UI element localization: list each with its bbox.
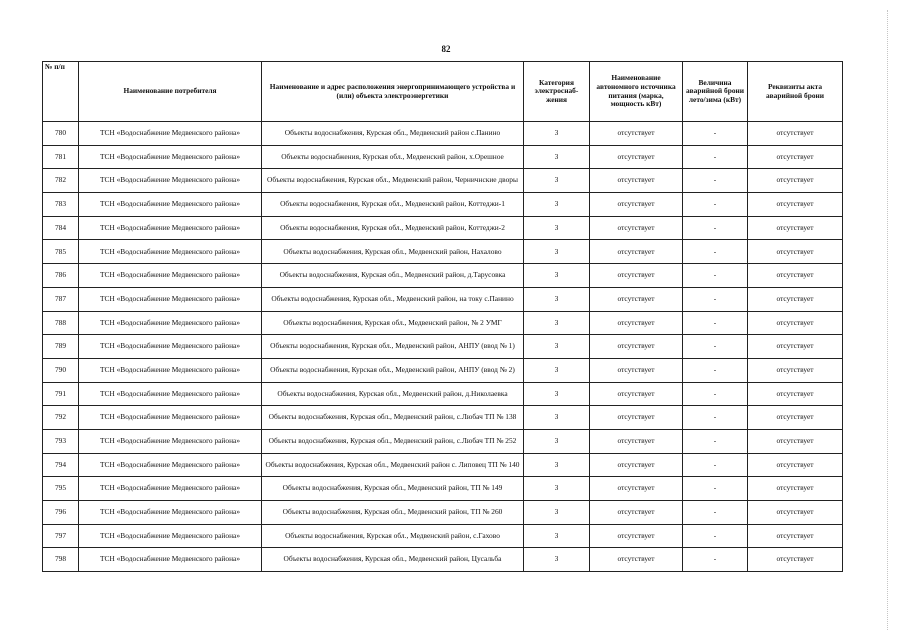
cell-num: 798 xyxy=(43,548,79,572)
cell-consumer: ТСН «Водоснабжение Медвенского района» xyxy=(79,453,262,477)
table-row xyxy=(43,311,843,335)
cell-object: Объекты водоснабжения, Курская обл., Медвенский район, АНПУ (ввод № 1) xyxy=(262,335,524,359)
cell-category: 3 xyxy=(524,453,590,477)
header-object: Наименование и адрес расположения энергопринимающего устройства и (или) объекта электроэнергетики xyxy=(262,62,524,122)
table-row xyxy=(43,193,843,217)
cell-num: 785 xyxy=(43,240,79,264)
cell-act: отсутствует xyxy=(748,382,843,406)
cell-source: отсутствует xyxy=(590,477,683,501)
table-row xyxy=(43,524,843,548)
cell-consumer: ТСН «Водоснабжение Медвенского района» xyxy=(79,169,262,193)
cell-source: отсутствует xyxy=(590,453,683,477)
cell-reserve: - xyxy=(683,524,748,548)
cell-reserve: - xyxy=(683,406,748,430)
cell-category: 3 xyxy=(524,145,590,169)
cell-consumer: ТСН «Водоснабжение Медвенского района» xyxy=(79,264,262,288)
cell-reserve: - xyxy=(683,287,748,311)
cell-consumer: ТСН «Водоснабжение Медвенского района» xyxy=(79,406,262,430)
cell-act: отсутствует xyxy=(748,358,843,382)
cell-source: отсутствует xyxy=(590,193,683,217)
header-consumer: Наименование потребителя xyxy=(79,62,262,122)
cell-act: отсутствует xyxy=(748,122,843,146)
cell-reserve: - xyxy=(683,335,748,359)
cell-act: отсутствует xyxy=(748,477,843,501)
table-row xyxy=(43,264,843,288)
cell-object: Объекты водоснабжения, Курская обл., Медвенский район, ТП № 149 xyxy=(262,477,524,501)
cell-consumer: ТСН «Водоснабжение Медвенского района» xyxy=(79,548,262,572)
cell-reserve: - xyxy=(683,240,748,264)
cell-category: 3 xyxy=(524,501,590,525)
header-act: Реквизиты акта аварийной брони xyxy=(748,62,843,122)
table-row xyxy=(43,169,843,193)
cell-object: Объекты водоснабжения, Курская обл., Медвенский район с.Панино xyxy=(262,122,524,146)
cell-consumer: ТСН «Водоснабжение Медвенского района» xyxy=(79,311,262,335)
cell-reserve: - xyxy=(683,122,748,146)
cell-source: отсутствует xyxy=(590,548,683,572)
cell-act: отсутствует xyxy=(748,453,843,477)
table-row xyxy=(43,477,843,501)
cell-act: отсутствует xyxy=(748,264,843,288)
cell-category: 3 xyxy=(524,240,590,264)
cell-num: 797 xyxy=(43,524,79,548)
cell-consumer: ТСН «Водоснабжение Медвенского района» xyxy=(79,145,262,169)
table-header xyxy=(43,62,843,122)
table-row xyxy=(43,216,843,240)
cell-source: отсутствует xyxy=(590,122,683,146)
cell-reserve: - xyxy=(683,264,748,288)
cell-source: отсутствует xyxy=(590,216,683,240)
table-row xyxy=(43,145,843,169)
page-number: 82 xyxy=(441,44,451,54)
cell-act: отсутствует xyxy=(748,524,843,548)
cell-num: 786 xyxy=(43,264,79,288)
cell-source: отсутствует xyxy=(590,406,683,430)
cell-object: Объекты водоснабжения, Курская обл., Медвенский район, Коттеджи-2 xyxy=(262,216,524,240)
table-row xyxy=(43,501,843,525)
cell-num: 791 xyxy=(43,382,79,406)
cell-reserve: - xyxy=(683,169,748,193)
cell-category: 3 xyxy=(524,548,590,572)
table-row xyxy=(43,240,843,264)
cell-num: 781 xyxy=(43,145,79,169)
header-category: Категория электроснаб-жения xyxy=(524,62,590,122)
cell-consumer: ТСН «Водоснабжение Медвенского района» xyxy=(79,240,262,264)
table-row xyxy=(43,122,843,146)
cell-reserve: - xyxy=(683,358,748,382)
cell-object: Объекты водоснабжения, Курская обл., Медвенский район, с.Любач ТП № 252 xyxy=(262,429,524,453)
cell-reserve: - xyxy=(683,453,748,477)
cell-consumer: ТСН «Водоснабжение Медвенского района» xyxy=(79,501,262,525)
cell-act: отсутствует xyxy=(748,169,843,193)
cell-object: Объекты водоснабжения, Курская обл., Медвенский район, ТП № 260 xyxy=(262,501,524,525)
table-body xyxy=(43,122,843,572)
cell-source: отсутствует xyxy=(590,382,683,406)
cell-reserve: - xyxy=(683,429,748,453)
header-num: № п/п xyxy=(43,62,79,122)
table-row xyxy=(43,358,843,382)
cell-reserve: - xyxy=(683,477,748,501)
cell-source: отсутствует xyxy=(590,169,683,193)
cell-category: 3 xyxy=(524,406,590,430)
cell-source: отсутствует xyxy=(590,287,683,311)
table-row xyxy=(43,287,843,311)
table-row xyxy=(43,453,843,477)
cell-source: отсутствует xyxy=(590,264,683,288)
cell-consumer: ТСН «Водоснабжение Медвенского района» xyxy=(79,335,262,359)
cell-num: 782 xyxy=(43,169,79,193)
cell-category: 3 xyxy=(524,169,590,193)
cell-act: отсутствует xyxy=(748,145,843,169)
cell-num: 789 xyxy=(43,335,79,359)
cell-category: 3 xyxy=(524,335,590,359)
cell-source: отсутствует xyxy=(590,524,683,548)
cell-act: отсутствует xyxy=(748,406,843,430)
cell-act: отсутствует xyxy=(748,548,843,572)
cell-object: Объекты водоснабжения, Курская обл., Медвенский район, Нахалово xyxy=(262,240,524,264)
reserve-table xyxy=(42,61,843,572)
cell-num: 783 xyxy=(43,193,79,217)
cell-consumer: ТСН «Водоснабжение Медвенского района» xyxy=(79,358,262,382)
table-row xyxy=(43,548,843,572)
cell-consumer: ТСН «Водоснабжение Медвенского района» xyxy=(79,524,262,548)
cell-num: 790 xyxy=(43,358,79,382)
cell-category: 3 xyxy=(524,216,590,240)
table-row xyxy=(43,406,843,430)
cell-act: отсутствует xyxy=(748,311,843,335)
cell-num: 788 xyxy=(43,311,79,335)
cell-object: Объекты водоснабжения, Курская обл., Медвенский район, Черничнские дворы xyxy=(262,169,524,193)
cell-object: Объекты водоснабжения, Курская обл., Медвенский район с. Липовец ТП № 140 xyxy=(262,453,524,477)
cell-category: 3 xyxy=(524,287,590,311)
cell-object: Объекты водоснабжения, Курская обл., Медвенский район, на току с.Панино xyxy=(262,287,524,311)
cell-consumer: ТСН «Водоснабжение Медвенского района» xyxy=(79,429,262,453)
cell-reserve: - xyxy=(683,501,748,525)
cell-object: Объекты водоснабжения, Курская обл., Медвенский район, АНПУ (ввод № 2) xyxy=(262,358,524,382)
header-source: Наименование автономного источника питания (марка, мощность кВт) xyxy=(590,62,683,122)
cell-consumer: ТСН «Водоснабжение Медвенского района» xyxy=(79,382,262,406)
cell-object: Объекты водоснабжения, Курская обл., Медвенский район, № 2 УМГ xyxy=(262,311,524,335)
cell-source: отсутствует xyxy=(590,429,683,453)
cell-consumer: ТСН «Водоснабжение Медвенского района» xyxy=(79,216,262,240)
cell-object: Объекты водоснабжения, Курская обл., Медвенский район, Коттеджи-1 xyxy=(262,193,524,217)
cell-num: 793 xyxy=(43,429,79,453)
cell-source: отсутствует xyxy=(590,358,683,382)
cell-source: отсутствует xyxy=(590,240,683,264)
cell-category: 3 xyxy=(524,524,590,548)
cell-object: Объекты водоснабжения, Курская обл., Медвенский район, х.Орешное xyxy=(262,145,524,169)
cell-act: отсутствует xyxy=(748,501,843,525)
cell-reserve: - xyxy=(683,145,748,169)
cell-num: 794 xyxy=(43,453,79,477)
cell-category: 3 xyxy=(524,122,590,146)
cell-category: 3 xyxy=(524,264,590,288)
cell-consumer: ТСН «Водоснабжение Медвенского района» xyxy=(79,477,262,501)
cell-num: 796 xyxy=(43,501,79,525)
cell-category: 3 xyxy=(524,382,590,406)
cell-act: отсутствует xyxy=(748,240,843,264)
cell-category: 3 xyxy=(524,311,590,335)
cell-source: отсутствует xyxy=(590,145,683,169)
cell-num: 795 xyxy=(43,477,79,501)
cell-reserve: - xyxy=(683,311,748,335)
cell-consumer: ТСН «Водоснабжение Медвенского района» xyxy=(79,122,262,146)
header-reserve: Величина аварийной брони лето/зима (кВт) xyxy=(683,62,748,122)
cell-category: 3 xyxy=(524,358,590,382)
cell-reserve: - xyxy=(683,193,748,217)
margin-rule xyxy=(887,10,888,630)
cell-consumer: ТСН «Водоснабжение Медвенского района» xyxy=(79,193,262,217)
cell-object: Объекты водоснабжения, Курская обл., Медвенский район, д.Тарусовка xyxy=(262,264,524,288)
header-row xyxy=(43,62,843,122)
cell-act: отсутствует xyxy=(748,287,843,311)
cell-source: отсутствует xyxy=(590,311,683,335)
cell-num: 787 xyxy=(43,287,79,311)
cell-reserve: - xyxy=(683,548,748,572)
cell-category: 3 xyxy=(524,429,590,453)
table-row xyxy=(43,382,843,406)
cell-reserve: - xyxy=(683,216,748,240)
cell-source: отсутствует xyxy=(590,335,683,359)
cell-act: отсутствует xyxy=(748,216,843,240)
cell-object: Объекты водоснабжения, Курская обл., Медвенский район, д.Николаевка xyxy=(262,382,524,406)
cell-reserve: - xyxy=(683,382,748,406)
cell-num: 792 xyxy=(43,406,79,430)
cell-consumer: ТСН «Водоснабжение Медвенского района» xyxy=(79,287,262,311)
cell-num: 780 xyxy=(43,122,79,146)
cell-category: 3 xyxy=(524,193,590,217)
table-row xyxy=(43,335,843,359)
cell-act: отсутствует xyxy=(748,429,843,453)
cell-act: отсутствует xyxy=(748,193,843,217)
cell-act: отсутствует xyxy=(748,335,843,359)
cell-object: Объекты водоснабжения, Курская обл., Медвенский район, Цусальба xyxy=(262,548,524,572)
cell-object: Объекты водоснабжения, Курская обл., Медвенский район, с.Гахово xyxy=(262,524,524,548)
cell-source: отсутствует xyxy=(590,501,683,525)
cell-category: 3 xyxy=(524,477,590,501)
cell-object: Объекты водоснабжения, Курская обл., Медвенский район, с.Любач ТП № 138 xyxy=(262,406,524,430)
cell-num: 784 xyxy=(43,216,79,240)
table-row xyxy=(43,429,843,453)
